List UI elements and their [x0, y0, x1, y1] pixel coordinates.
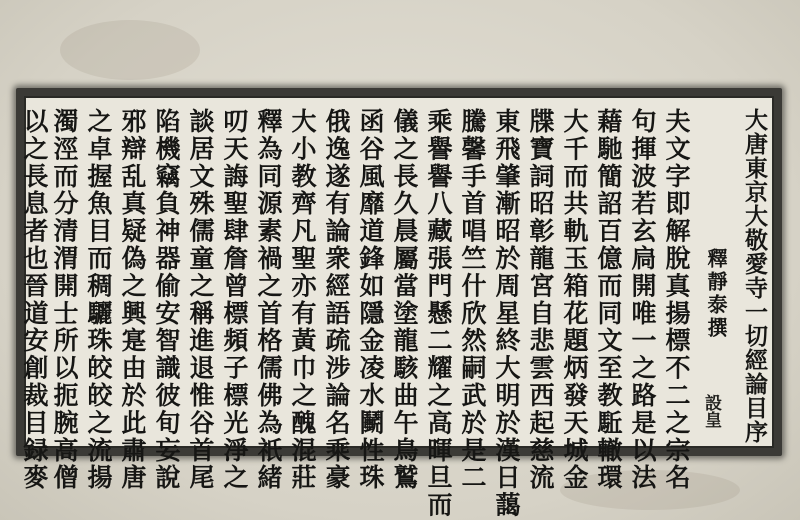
paper-stain	[60, 20, 200, 80]
text-line: 叨天誨聖肆詹曾標頻子標光淨之	[220, 108, 249, 492]
text-line: 釋為同源素禍之首格儒佛為祇緒	[254, 108, 283, 492]
text-line: 夫文字即解脫真揚標不二之宗名	[662, 108, 691, 492]
text-line: 騰馨手首唱竺什欣然嗣武於是二	[458, 108, 487, 492]
text-line: 大千而共軌玉箱花題炳發天城金	[560, 108, 589, 492]
text-line: 函谷風靡道鋒如隱金凌水鬭性珠	[356, 108, 385, 492]
text-line: 東飛肇漸昭於周星終大明於漢日藹	[492, 108, 521, 519]
text-line: 邪辯乱真疑偽之興寔由於此肅唐	[118, 108, 147, 492]
text-line: 儀之長久晨屬當塗龍駭曲午鳥鷲	[390, 108, 419, 492]
document-author: 釋靜泰撰	[704, 248, 728, 340]
text-line: 大小教齊凡聖亦有黃巾之醜混莊	[288, 108, 317, 492]
text-line: 陷機竊負神器偷安智識彼旬妄說	[152, 108, 181, 492]
text-line: 句揮波若玄扃開唯一之路是以法	[628, 108, 657, 492]
text-line: 之卓握魚目而稠驪珠皎皎之流揚	[84, 108, 113, 492]
document-title: 大唐東京大敬愛寺一切經論目序	[741, 108, 768, 444]
text-line: 談居文殊儒童之稱進退惟谷首尾	[186, 108, 215, 492]
text-line: 以之長息者也晉道安創裁目録麥	[20, 108, 49, 492]
printed-text-block	[20, 96, 774, 519]
text-line: 濁涇而分清渭開士所以扼腕高僧	[50, 108, 79, 492]
text-line: 乘譽譽八藏張門懸二耀之高暉旦而	[424, 108, 453, 519]
margin-note: 設皇	[701, 394, 721, 428]
text-line: 俄逸遂有論衆經語疏涉論名乘豪	[322, 108, 351, 492]
text-line: 藉馳簡詔百億而同文至教駈轍環	[594, 108, 623, 492]
text-line: 牒寶詞昭彰龍宮自悲雲西起慈流	[526, 108, 555, 492]
